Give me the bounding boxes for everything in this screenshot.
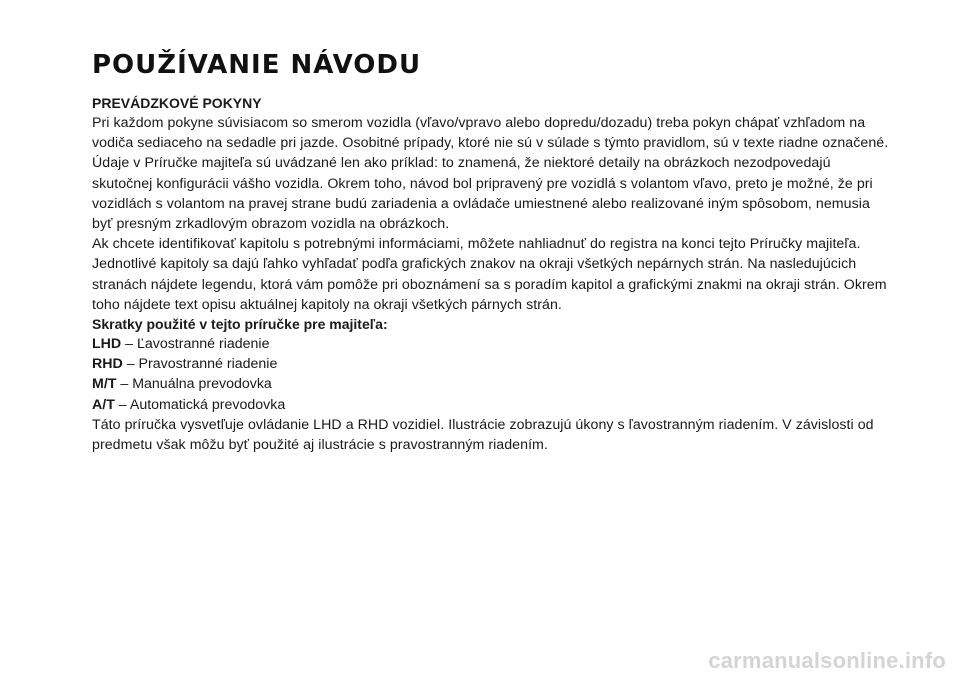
- abbreviation-meaning: – Ľavostranné riadenie: [121, 336, 270, 353]
- section-heading: PREVÁDZKOVÉ POKYNY: [92, 95, 262, 111]
- paragraph-configuration: Údaje v Príručke majiteľa sú uvádzané len ako príklad: to znamená, že niektoré detaily na obrázkoch nezodpovedajú skutočnej konfigurácii vášho vozidla. Okrem toho, návod bol pripravený pre vozidlá s volantom vľavo, preto je možné, že pri vozidlách s volantom na pravej strane budú zariadenia a ovládače umiestnené alebo realizované iným spôsobom, nemusia byť presným zrkadlovým obrazom vozidla na obrázkoch.: [92, 155, 873, 233]
- abbreviations-heading: Skratky použité v tejto príručke pre majiteľa:: [92, 316, 388, 333]
- abbreviation-code: A/T: [92, 396, 115, 413]
- abbreviation-at: [92, 395, 892, 415]
- abbreviation-code: M/T: [92, 376, 117, 393]
- watermark-text: carmanualsonline.info: [708, 648, 946, 673]
- page-title: POUŽÍVANIE NÁVODU: [92, 50, 422, 80]
- manual-page: [92, 50, 892, 455]
- abbreviation-meaning: – Automatická prevodovka: [114, 396, 286, 413]
- abbreviation-meaning: – Manuálna prevodovka: [116, 376, 272, 393]
- abbreviation-mt: [92, 374, 892, 394]
- abbreviation-code: RHD: [92, 356, 123, 373]
- abbreviation-meaning: – Pravostranné riadenie: [122, 356, 278, 373]
- abbreviation-code: LHD: [92, 336, 122, 353]
- paragraph-index: Ak chcete identifikovať kapitolu s potrebnými informáciami, môžete nahliadnuť do registra na konci tejto Príručky majiteľa.: [92, 236, 861, 253]
- paragraph-closing: Táto príručka vysvetľuje ovládanie LHD a RHD vozidiel. Ilustrácie zobrazujú úkony s ľavostranným riadením. V závislosti od predmetu však môžu byť použité aj ilustrácie s pravostranným riadením.: [92, 416, 874, 454]
- paragraph-chapters: Jednotlivé kapitoly sa dajú ľahko vyhľadať podľa grafických znakov na okraji všetkých nepárnych strán. Na nasledujúcich stranách nájdete legendu, ktorá vám pomôže pri oboznámení sa s poradím kapitol a grafickými znakmi na okraji strán. Okrem toho nájdete text opisu aktuálnej kapitoly na okraji všetkých párnych strán.: [92, 256, 887, 313]
- paragraph-direction: Pri každom pokyne súvisiacom so smerom vozidla (vľavo/vpravo alebo dopredu/dozadu) treba pokyn chápať vzhľadom na vodiča sediaceho na sedadle pri jazde. Osobitné prípady, ktoré nie sú v súlade s týmto pravidlom, sú v texte riadne označené.: [92, 115, 889, 152]
- abbreviation-lhd: [92, 334, 892, 354]
- abbreviation-rhd: [92, 354, 892, 374]
